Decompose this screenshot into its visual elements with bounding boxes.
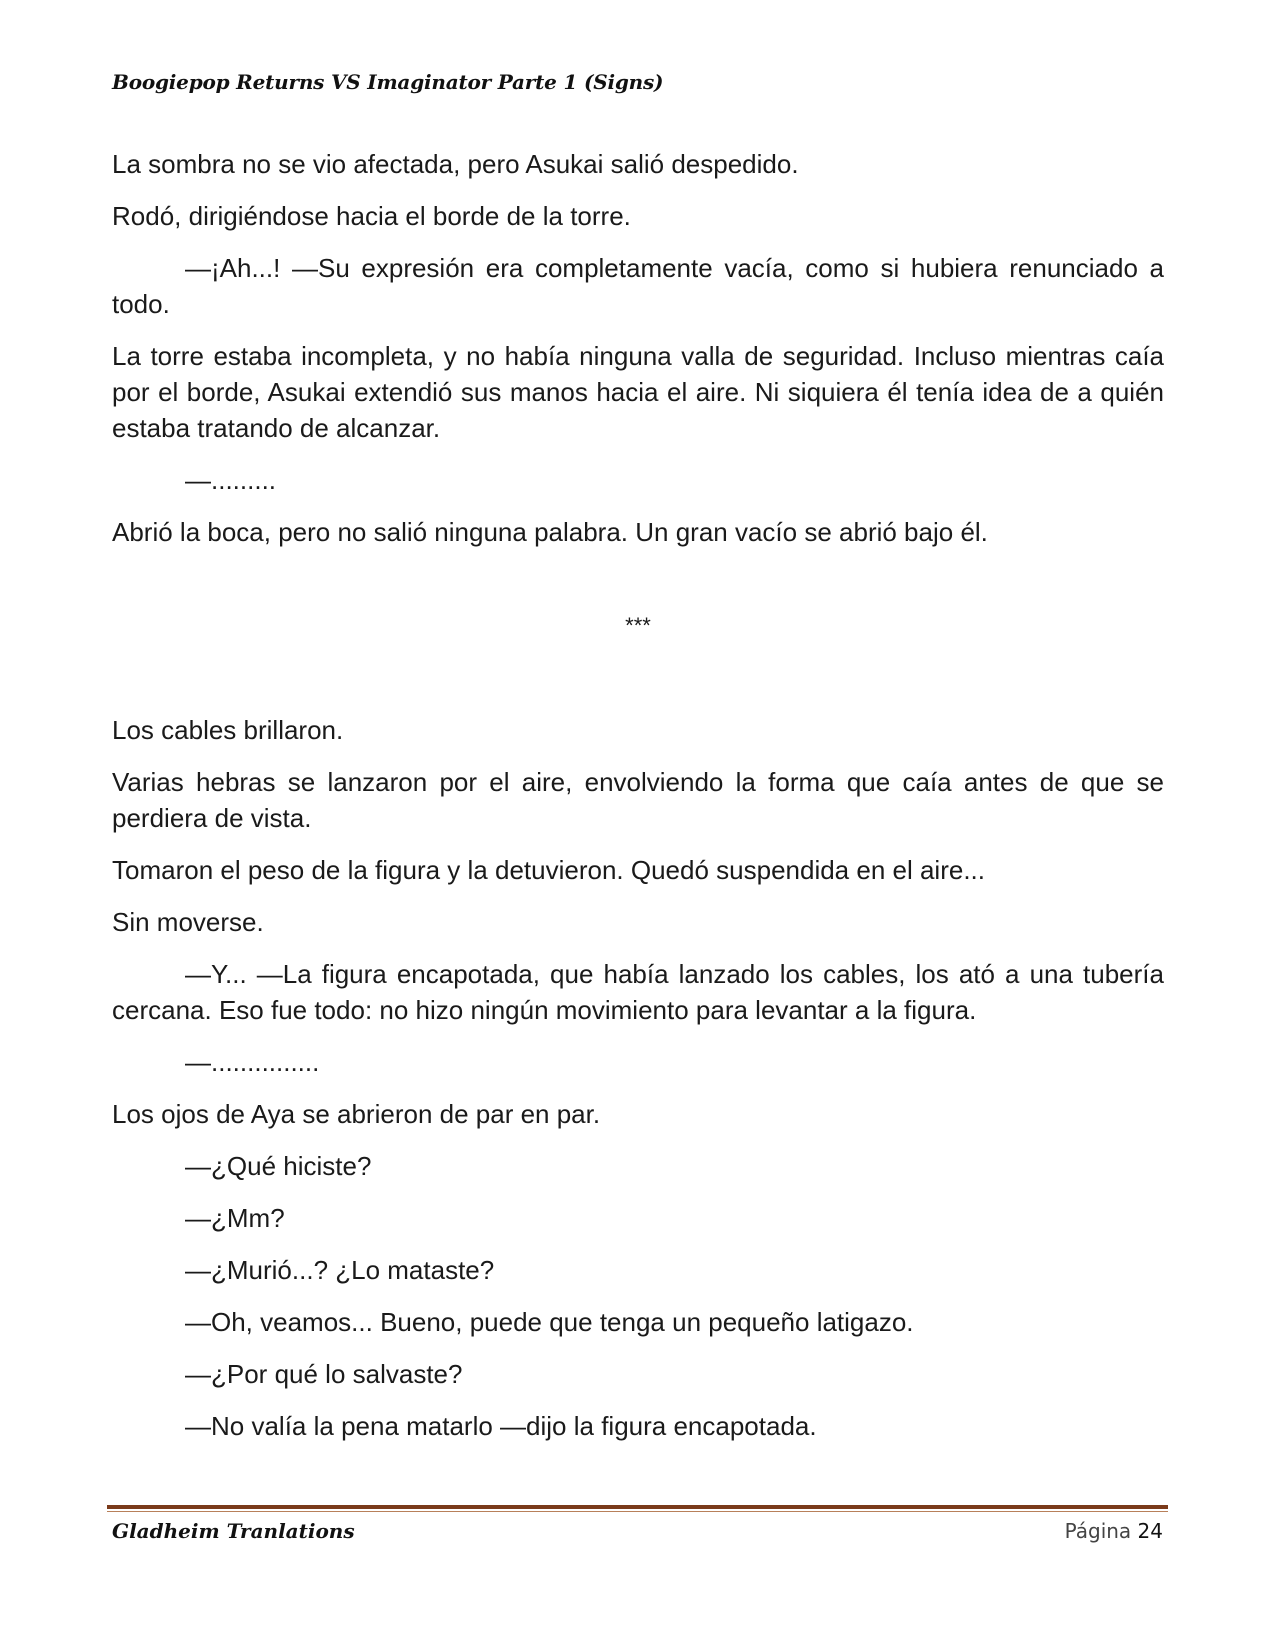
paragraph: —¿Por qué lo salvaste? [185, 1359, 463, 1389]
section-separator: *** [625, 613, 651, 638]
paragraph: La torre estaba incompleta, y no había ninguna valla de seguridad. Incluso mientras caía por el borde, Asukai extendió sus manos hacia el aire. Ni siquiera él tenía idea de a quién estaba tratando de alcanzar. [112, 341, 1164, 443]
text-block-top [112, 146, 1164, 550]
body-text [112, 146, 1164, 1460]
paragraph: La sombra no se vio afectada, pero Asukai salió despedido. [112, 149, 799, 179]
paragraph: Tomaron el peso de la figura y la detuvieron. Quedó suspendida en el aire... [112, 855, 985, 885]
paragraph: Rodó, dirigiéndose hacia el borde de la torre. [112, 201, 631, 231]
footer-rule [107, 1505, 1168, 1509]
paragraph: Varias hebras se lanzaron por el aire, envolviendo la forma que caía antes de que se perdiera de vista. [112, 767, 1164, 833]
page-number: 24 [1137, 1519, 1163, 1543]
paragraph: —¿Murió...? ¿Lo mataste? [185, 1255, 495, 1285]
paragraph: Los cables brillaron. [112, 715, 344, 745]
footer-rule-thin [107, 1511, 1168, 1512]
text-block-bottom [112, 712, 1164, 1444]
page-number-label [1065, 1519, 1163, 1543]
paragraph: Abrió la boca, pero no salió ninguna palabra. Un gran vacío se abrió bajo él. [112, 517, 988, 547]
paragraph: —¡Ah...! —Su expresión era completamente vacía, como si hubiera renunciado a todo. [112, 253, 1164, 319]
running-header: Boogiepop Returns VS Imaginator Parte 1 (Signs) [112, 70, 664, 94]
paragraph: —............... [185, 1047, 320, 1077]
paragraph: —¿Qué hiciste? [185, 1151, 372, 1181]
paragraph: —......... [185, 465, 277, 495]
paragraph: —Oh, veamos... Bueno, puede que tenga un pequeño latigazo. [185, 1307, 914, 1337]
paragraph: —Y... —La figura encapotada, que había lanzado los cables, los ató a una tubería cercana. Eso fue todo: no hizo ningún movimiento para levantar a la figura. [112, 959, 1164, 1025]
paragraph: Sin moverse. [112, 907, 264, 937]
page-label: Página [1064, 1519, 1132, 1543]
paragraph: Los ojos de Aya se abrieron de par en par. [112, 1099, 601, 1129]
paragraph: —¿Mm? [185, 1203, 285, 1233]
paragraph: —No valía la pena matarlo —dijo la figura encapotada. [185, 1411, 817, 1441]
footer-credit: Gladheim Tranlations [112, 1519, 355, 1543]
